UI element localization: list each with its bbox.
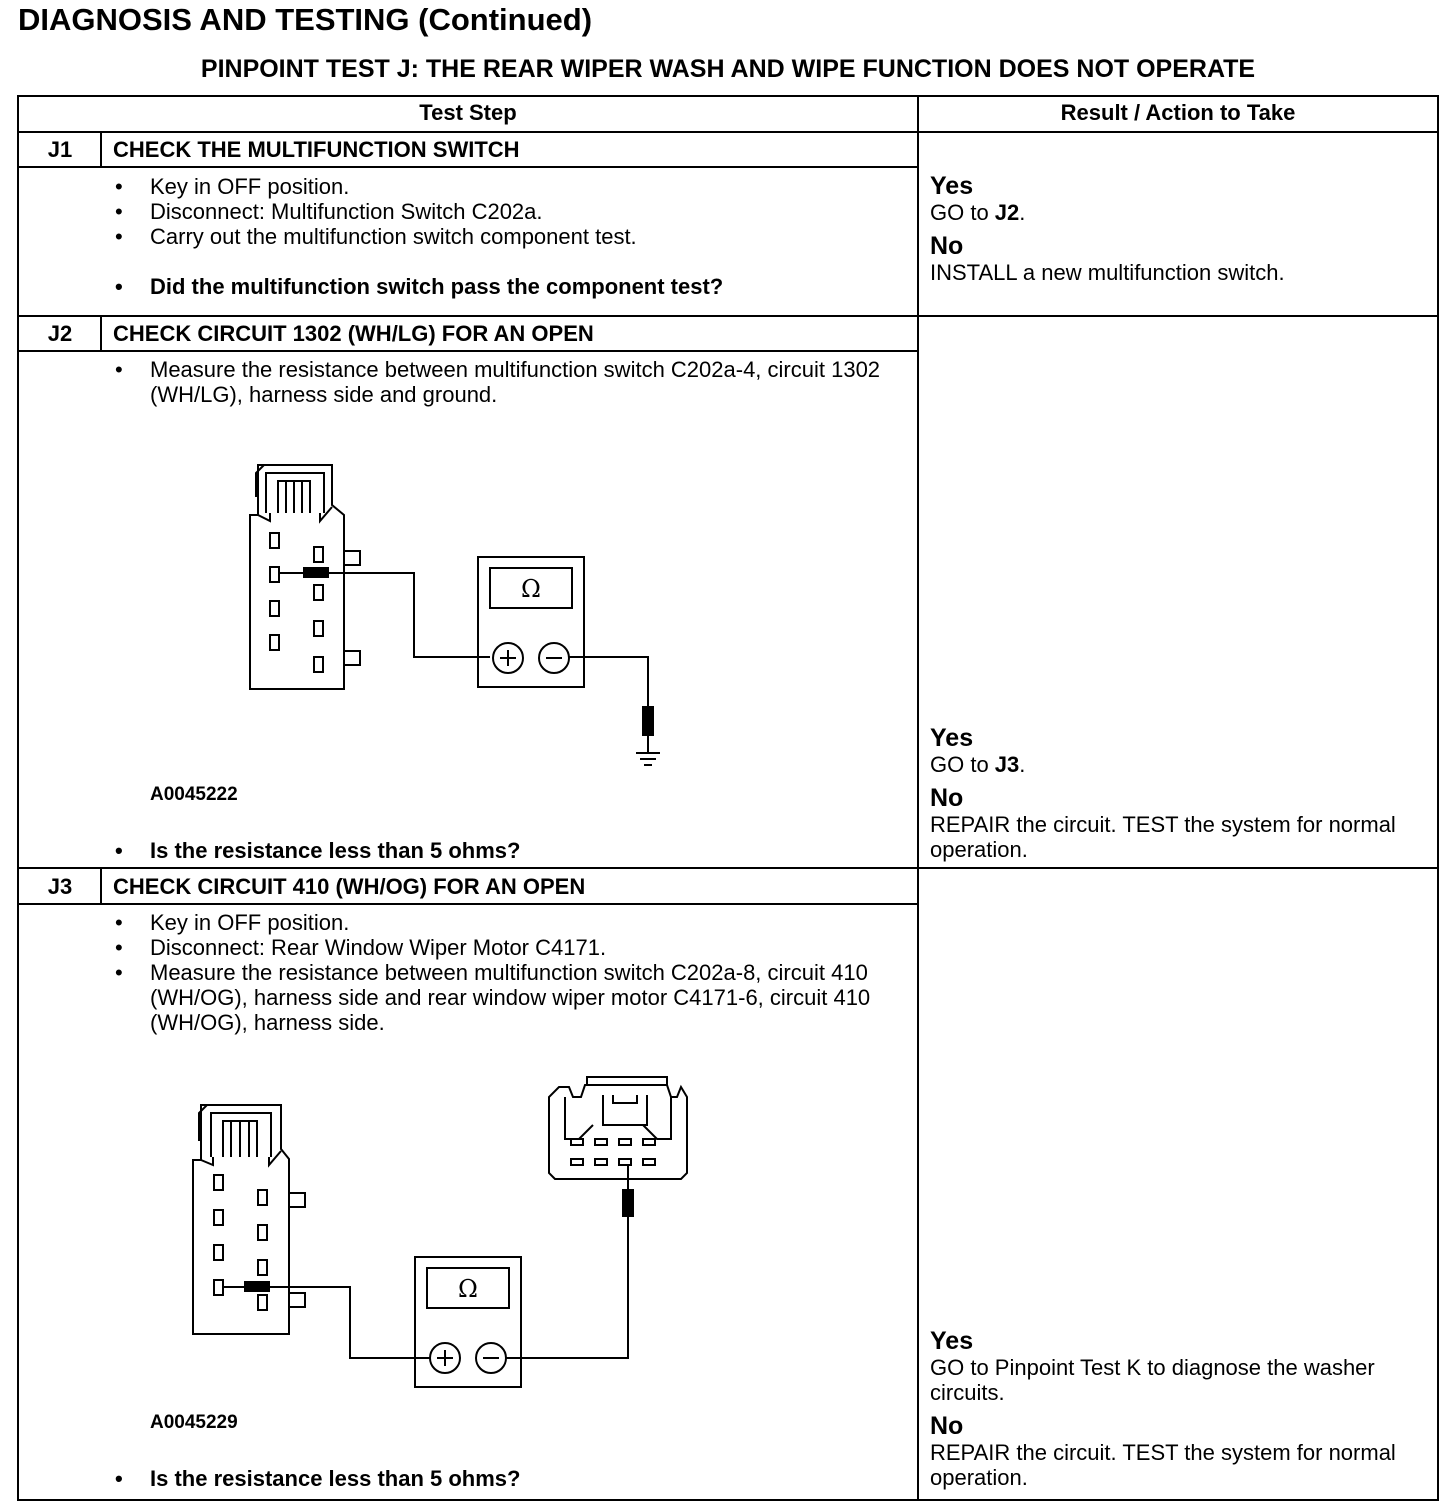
figure-code: A0045222	[150, 784, 238, 805]
result-no-action: INSTALL a new multifunction switch.	[930, 260, 1285, 285]
step-bullet: • Key in OFF position.	[115, 174, 350, 199]
page-title: DIAGNOSIS AND TESTING (Continued)	[18, 2, 593, 37]
result-yes-action: GO to J3.	[930, 752, 1026, 777]
result-no-label: No	[930, 232, 964, 260]
svg-text:Ω: Ω	[458, 1275, 478, 1303]
step-bullet: • Disconnect: Rear Window Wiper Motor C4171.	[115, 935, 607, 960]
step-id: J1	[47, 137, 73, 162]
column-header-test-step: Test Step	[419, 100, 517, 125]
result-action	[930, 1328, 1420, 1490]
table-rule	[17, 867, 1439, 869]
result-no-label: No	[930, 1412, 964, 1440]
step-title: CHECK CIRCUIT 410 (WH/OG) FOR AN OPEN	[113, 874, 586, 899]
result-yes-label: Yes	[930, 724, 974, 752]
result-action	[930, 173, 1420, 285]
result-yes-action: GO to J2.	[930, 200, 1026, 225]
column-header-result: Result / Action to Take	[1060, 100, 1296, 125]
step-question: • Is the resistance less than 5 ohms?	[115, 838, 521, 863]
table-column-divider	[917, 95, 919, 1501]
connector-icon	[193, 1105, 305, 1334]
step-question: • Did the multifunction switch pass the component test?	[115, 274, 724, 299]
ground-icon	[636, 735, 660, 765]
step-bullet: • Key in OFF position.	[115, 910, 350, 935]
step-title: CHECK THE MULTIFUNCTION SWITCH	[113, 137, 520, 162]
table-rule	[17, 350, 919, 352]
connector-icon	[549, 1077, 687, 1179]
step-bullet: • Measure the resistance between multifunction switch C202a-4, circuit 1302 (WH/LG), harness side and ground.	[115, 357, 881, 407]
pinpoint-test-title: PINPOINT TEST J: THE REAR WIPER WASH AND WIPE FUNCTION DOES NOT OPERATE	[200, 55, 1256, 83]
j3-test-diagram	[185, 1075, 705, 1395]
step-id: J3	[47, 874, 73, 899]
j2-test-diagram	[240, 455, 700, 775]
result-no-action: REPAIR the circuit. TEST the system for normal operation.	[930, 1440, 1396, 1490]
step-bullet: • Carry out the multifunction switch component test.	[115, 224, 637, 249]
step-bullet: • Measure the resistance between multifunction switch C202a-8, circuit 410 (WH/OG), harness side and rear window wiper motor C4171-6, circuit 410 (WH/OG), harness side.	[115, 960, 871, 1035]
step-title: CHECK CIRCUIT 1302 (WH/LG) FOR AN OPEN	[113, 321, 594, 346]
result-no-action: REPAIR the circuit. TEST the system for normal operation.	[930, 812, 1396, 862]
result-action	[930, 725, 1420, 862]
step-bullet: • Disconnect: Multifunction Switch C202a.	[115, 199, 543, 224]
table-rule	[17, 166, 919, 168]
result-no-label: No	[930, 784, 964, 812]
figure-code: A0045229	[150, 1412, 238, 1433]
svg-text:Ω: Ω	[521, 575, 541, 603]
result-yes-label: Yes	[930, 1327, 974, 1355]
table-rule	[17, 131, 1439, 133]
step-question: • Is the resistance less than 5 ohms?	[115, 1466, 521, 1491]
result-yes-action: GO to Pinpoint Test K to diagnose the washer circuits.	[930, 1355, 1375, 1405]
step-id: J2	[47, 321, 73, 346]
table-rule	[17, 315, 1439, 317]
table-rule	[17, 903, 919, 905]
result-yes-label: Yes	[930, 172, 974, 200]
